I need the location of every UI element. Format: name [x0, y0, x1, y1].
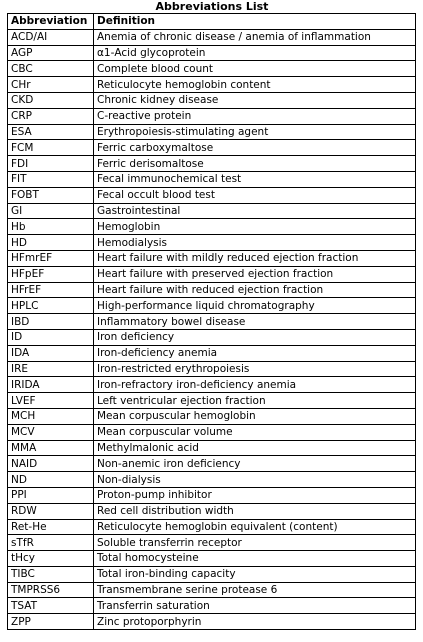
abbreviation-cell: FDI: [8, 156, 94, 172]
document-title: Abbreviations List: [155, 0, 269, 13]
definition-cell: Iron deficiency: [94, 329, 416, 345]
table-row: [8, 219, 416, 235]
abbreviation-cell: GI: [8, 203, 94, 219]
table-row: [8, 298, 416, 314]
definition-cell: High-performance liquid chromatography: [94, 298, 416, 314]
table-header-row: [8, 14, 416, 30]
table-row: [8, 598, 416, 614]
abbreviation-cell: PPI: [8, 487, 94, 503]
header-abbreviation: Abbreviation: [8, 14, 94, 30]
table-row: [8, 408, 416, 424]
abbreviation-cell: HPLC: [8, 298, 94, 314]
definition-cell: Hemoglobin: [94, 219, 416, 235]
table-row: [8, 566, 416, 582]
abbreviation-cell: IDA: [8, 345, 94, 361]
abbreviation-cell: HD: [8, 235, 94, 251]
abbreviation-cell: ID: [8, 329, 94, 345]
definition-cell: Zinc protoporphyrin: [94, 614, 416, 630]
table-row: [8, 250, 416, 266]
table-row: [8, 156, 416, 172]
table-row: [8, 77, 416, 93]
table-row: [8, 45, 416, 61]
definition-cell: Fecal immunochemical test: [94, 171, 416, 187]
table-row: [8, 472, 416, 488]
abbreviation-cell: Hb: [8, 219, 94, 235]
definition-cell: Chronic kidney disease: [94, 92, 416, 108]
table-row: [8, 345, 416, 361]
table-row: [8, 282, 416, 298]
table-row: [8, 456, 416, 472]
definition-cell: Heart failure with preserved ejection fraction: [94, 266, 416, 282]
definition-cell: Inflammatory bowel disease: [94, 314, 416, 330]
definition-cell: Proton-pump inhibitor: [94, 487, 416, 503]
definition-cell: Non-dialysis: [94, 472, 416, 488]
abbreviation-cell: CRP: [8, 108, 94, 124]
abbreviation-cell: MCH: [8, 408, 94, 424]
table-row: [8, 108, 416, 124]
abbreviation-cell: CBC: [8, 61, 94, 77]
abbreviation-cell: HFrEF: [8, 282, 94, 298]
abbreviation-cell: HFmrEF: [8, 250, 94, 266]
abbreviation-cell: IRE: [8, 361, 94, 377]
definition-cell: Methylmalonic acid: [94, 440, 416, 456]
abbreviations-table: [7, 13, 416, 630]
abbreviation-cell: AGP: [8, 45, 94, 61]
abbreviation-cell: HFpEF: [8, 266, 94, 282]
definition-cell: Soluble transferrin receptor: [94, 535, 416, 551]
definition-cell: Iron-refractory iron-deficiency anemia: [94, 377, 416, 393]
abbreviation-cell: TIBC: [8, 566, 94, 582]
abbreviation-cell: NAID: [8, 456, 94, 472]
abbreviation-cell: MMA: [8, 440, 94, 456]
abbreviation-cell: FCM: [8, 140, 94, 156]
abbreviation-cell: CKD: [8, 92, 94, 108]
table-row: [8, 440, 416, 456]
definition-cell: Mean corpuscular hemoglobin: [94, 408, 416, 424]
definition-cell: Anemia of chronic disease / anemia of inflammation: [94, 29, 416, 45]
definition-cell: C-reactive protein: [94, 108, 416, 124]
table-row: [8, 393, 416, 409]
table-row: [8, 61, 416, 77]
abbreviation-cell: ESA: [8, 124, 94, 140]
table-row: [8, 551, 416, 567]
table-row: [8, 203, 416, 219]
abbreviation-cell: FOBT: [8, 187, 94, 203]
definition-cell: Transferrin saturation: [94, 598, 416, 614]
table-row: [8, 235, 416, 251]
definition-cell: Mean corpuscular volume: [94, 424, 416, 440]
table-row: [8, 124, 416, 140]
abbreviation-cell: RDW: [8, 503, 94, 519]
definition-cell: Hemodialysis: [94, 235, 416, 251]
table-row: [8, 519, 416, 535]
definition-cell: Transmembrane serine protease 6: [94, 582, 416, 598]
table-row: [8, 140, 416, 156]
definition-cell: Fecal occult blood test: [94, 187, 416, 203]
table-row: [8, 171, 416, 187]
table-body: [8, 29, 416, 629]
table-row: [8, 614, 416, 630]
abbreviation-cell: CHr: [8, 77, 94, 93]
definition-cell: Complete blood count: [94, 61, 416, 77]
definition-cell: Red cell distribution width: [94, 503, 416, 519]
definition-cell: Total iron-binding capacity: [94, 566, 416, 582]
definition-cell: Heart failure with reduced ejection fraction: [94, 282, 416, 298]
definition-cell: Iron-deficiency anemia: [94, 345, 416, 361]
table-row: [8, 582, 416, 598]
definition-cell: Heart failure with mildly reduced ejection fraction: [94, 250, 416, 266]
table-row: [8, 535, 416, 551]
table-row: [8, 487, 416, 503]
definition-cell: Ferric derisomaltose: [94, 156, 416, 172]
table-row: [8, 377, 416, 393]
table-row: [8, 329, 416, 345]
header-definition: Definition: [94, 14, 416, 30]
table-row: [8, 266, 416, 282]
definition-cell: α1-Acid glycoprotein: [94, 45, 416, 61]
abbreviation-cell: TMPRSS6: [8, 582, 94, 598]
definition-cell: Reticulocyte hemoglobin content: [94, 77, 416, 93]
definition-cell: Reticulocyte hemoglobin equivalent (content): [94, 519, 416, 535]
abbreviation-cell: IBD: [8, 314, 94, 330]
definition-cell: Total homocysteine: [94, 551, 416, 567]
abbreviation-cell: sTfR: [8, 535, 94, 551]
abbreviation-cell: LVEF: [8, 393, 94, 409]
abbreviation-cell: ACD/AI: [8, 29, 94, 45]
definition-cell: Ferric carboxymaltose: [94, 140, 416, 156]
table-row: [8, 92, 416, 108]
definition-cell: Left ventricular ejection fraction: [94, 393, 416, 409]
abbreviation-cell: ZPP: [8, 614, 94, 630]
table-row: [8, 29, 416, 45]
table-row: [8, 503, 416, 519]
abbreviation-cell: tHcy: [8, 551, 94, 567]
abbreviation-cell: MCV: [8, 424, 94, 440]
definition-cell: Non-anemic iron deficiency: [94, 456, 416, 472]
table-row: [8, 361, 416, 377]
abbreviation-cell: TSAT: [8, 598, 94, 614]
abbreviation-cell: IRIDA: [8, 377, 94, 393]
table-row: [8, 187, 416, 203]
table-row: [8, 314, 416, 330]
table-row: [8, 424, 416, 440]
abbreviation-cell: FIT: [8, 171, 94, 187]
abbreviation-cell: Ret-He: [8, 519, 94, 535]
definition-cell: Gastrointestinal: [94, 203, 416, 219]
abbreviation-cell: ND: [8, 472, 94, 488]
definition-cell: Erythropoiesis-stimulating agent: [94, 124, 416, 140]
definition-cell: Iron-restricted erythropoiesis: [94, 361, 416, 377]
